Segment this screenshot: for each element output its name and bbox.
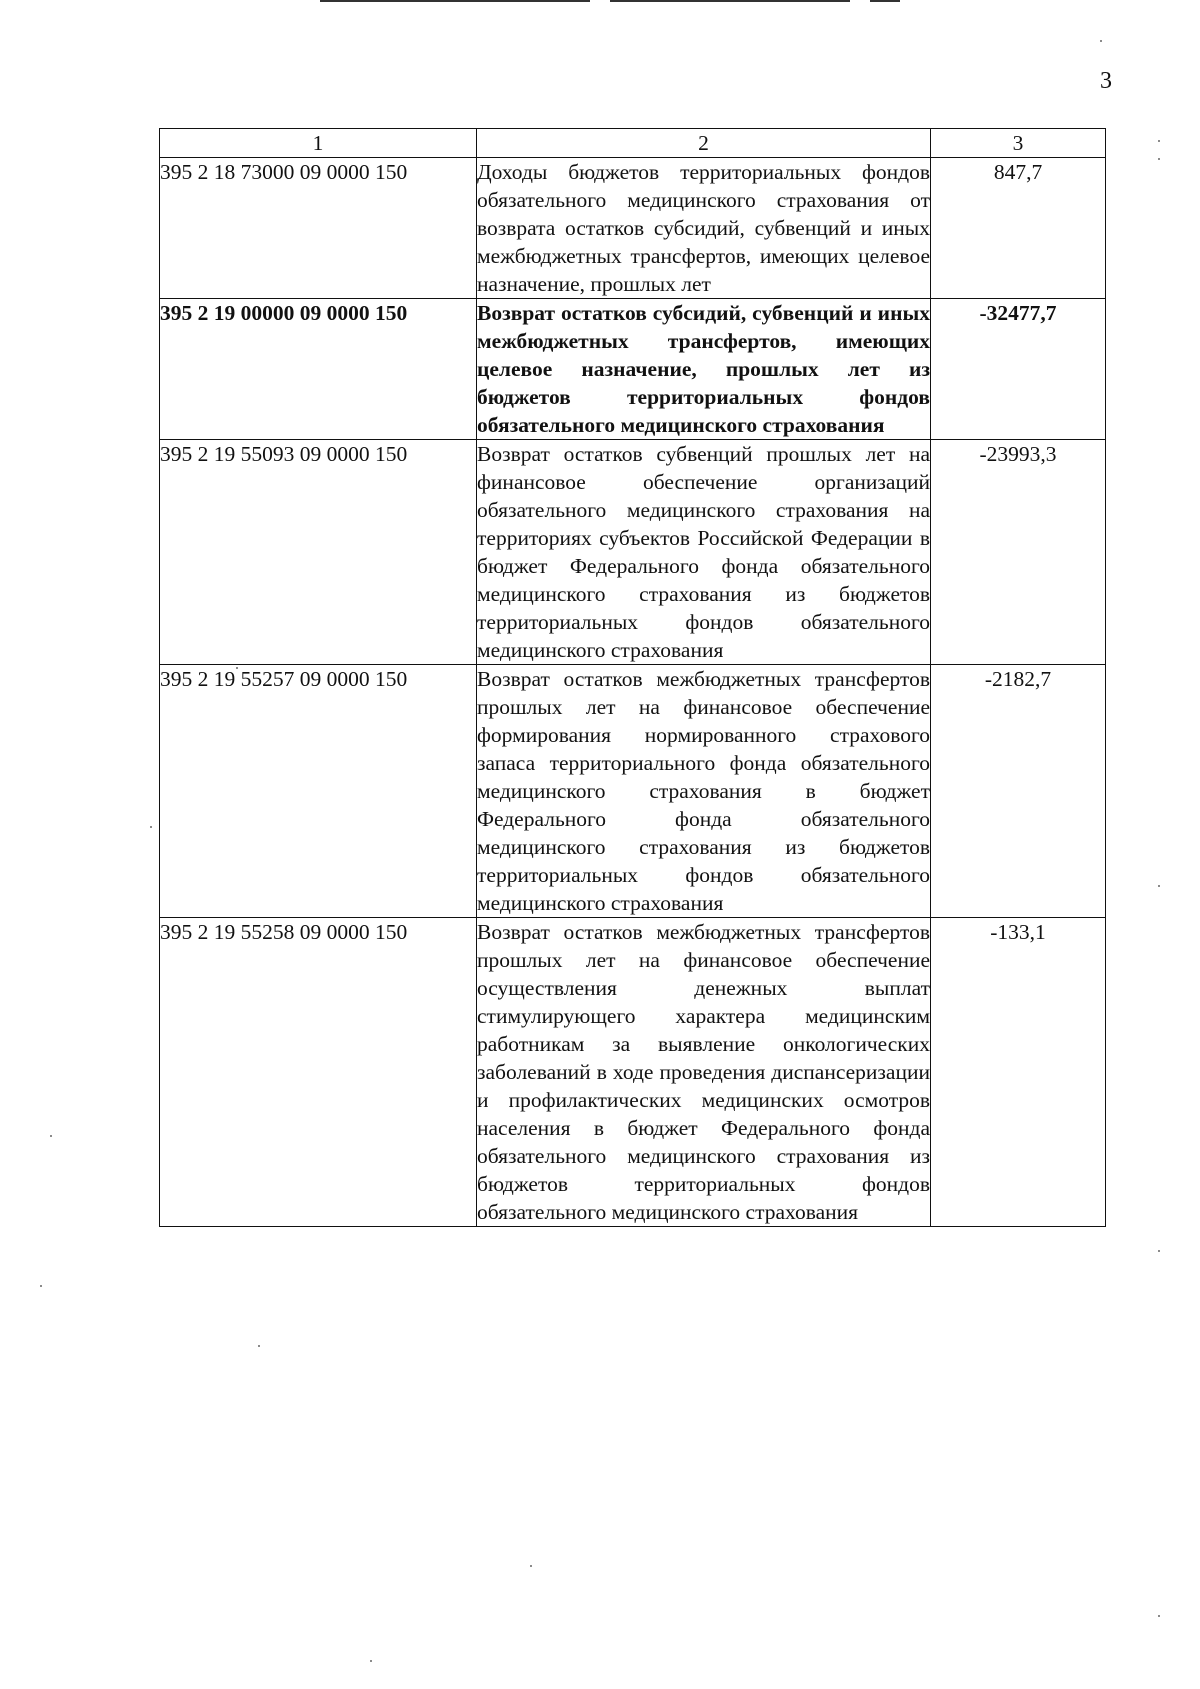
amount-value: -133,1 (931, 918, 1106, 1227)
scan-speck (1158, 1250, 1160, 1252)
budget-revenue-table (159, 128, 1106, 1227)
scan-speck (1158, 885, 1160, 887)
amount-value: -23993,3 (931, 440, 1106, 665)
scan-speck (1100, 40, 1102, 42)
amount-value: -32477,7 (931, 299, 1106, 440)
scan-speck (150, 826, 152, 828)
table-row-subtotal (160, 299, 1106, 440)
scan-speck (370, 1660, 372, 1662)
table-row (160, 158, 1106, 299)
scan-speck (258, 1345, 260, 1347)
amount-value: -2182,7 (931, 665, 1106, 918)
revenue-description: Возврат остатков субсидий, субвенций и иных межбюджетных трансфертов, имеющих целевое назначение, прошлых лет из бюджетов территориальных фондов обязательного медицинского страхования (477, 299, 931, 440)
table-header-row (160, 129, 1106, 158)
revenue-description: Доходы бюджетов территориальных фондов обязательного медицинского страхования от возврата остатков субсидий, субвенций и иных межбюджетных трансфертов, имеющих целевое назначение, прошлых лет (477, 158, 931, 299)
scan-speck (1158, 1615, 1160, 1617)
budget-classification-code: 395 2 18 73000 09 0000 150 (160, 158, 477, 299)
column-header-amount: 3 (931, 129, 1106, 158)
scan-top-edge-line (610, 0, 850, 2)
table-row (160, 440, 1106, 665)
budget-classification-code: 395 2 19 00000 09 0000 150 (160, 299, 477, 440)
column-header-code: 1 (160, 129, 477, 158)
budget-classification-code: 395 2 19 55093 09 0000 150 (160, 440, 477, 665)
scan-speck (1158, 140, 1160, 142)
scan-top-edge-line (870, 0, 900, 2)
scan-speck (40, 1285, 42, 1287)
revenue-description: Возврат остатков межбюджетных трансфертов прошлых лет на финансовое обеспечение формирования нормированного страхового запаса территориального фонда обязательного медицинского страхования в бюджет Федерального фонда обязательного медицинского страхования из бюджетов территориальных фондов обязательного медицинского страхования (477, 665, 931, 918)
amount-value: 847,7 (931, 158, 1106, 299)
table-row (160, 665, 1106, 918)
budget-classification-code: 395 2 19 55258 09 0000 150 (160, 918, 477, 1227)
scan-top-edge-line (320, 0, 590, 2)
scan-speck (530, 1565, 532, 1567)
scan-speck (50, 1135, 52, 1137)
revenue-description: Возврат остатков субвенций прошлых лет на финансовое обеспечение организаций обязательного медицинского страхования на территориях субъектов Российской Федерации в бюджет Федерального фонда обязательного медицинского страхования из бюджетов территориальных фондов обязательного медицинского страхования (477, 440, 931, 665)
budget-classification-code: 395 2 19 55257 09 0000 150 (160, 665, 477, 918)
page-number: 3 (1100, 68, 1112, 94)
column-header-description: 2 (477, 129, 931, 158)
revenue-description: Возврат остатков межбюджетных трансфертов прошлых лет на финансовое обеспечение осуществления денежных выплат стимулирующего характера медицинским работникам за выявление онкологических заболеваний в ходе проведения диспансеризации и профилактических медицинских осмотров населения в бюджет Федерального фонда обязательного медицинского страхования из бюджетов территориальных фондов обязательного медицинского страхования (477, 918, 931, 1227)
scan-speck (1158, 158, 1160, 160)
table-row (160, 918, 1106, 1227)
